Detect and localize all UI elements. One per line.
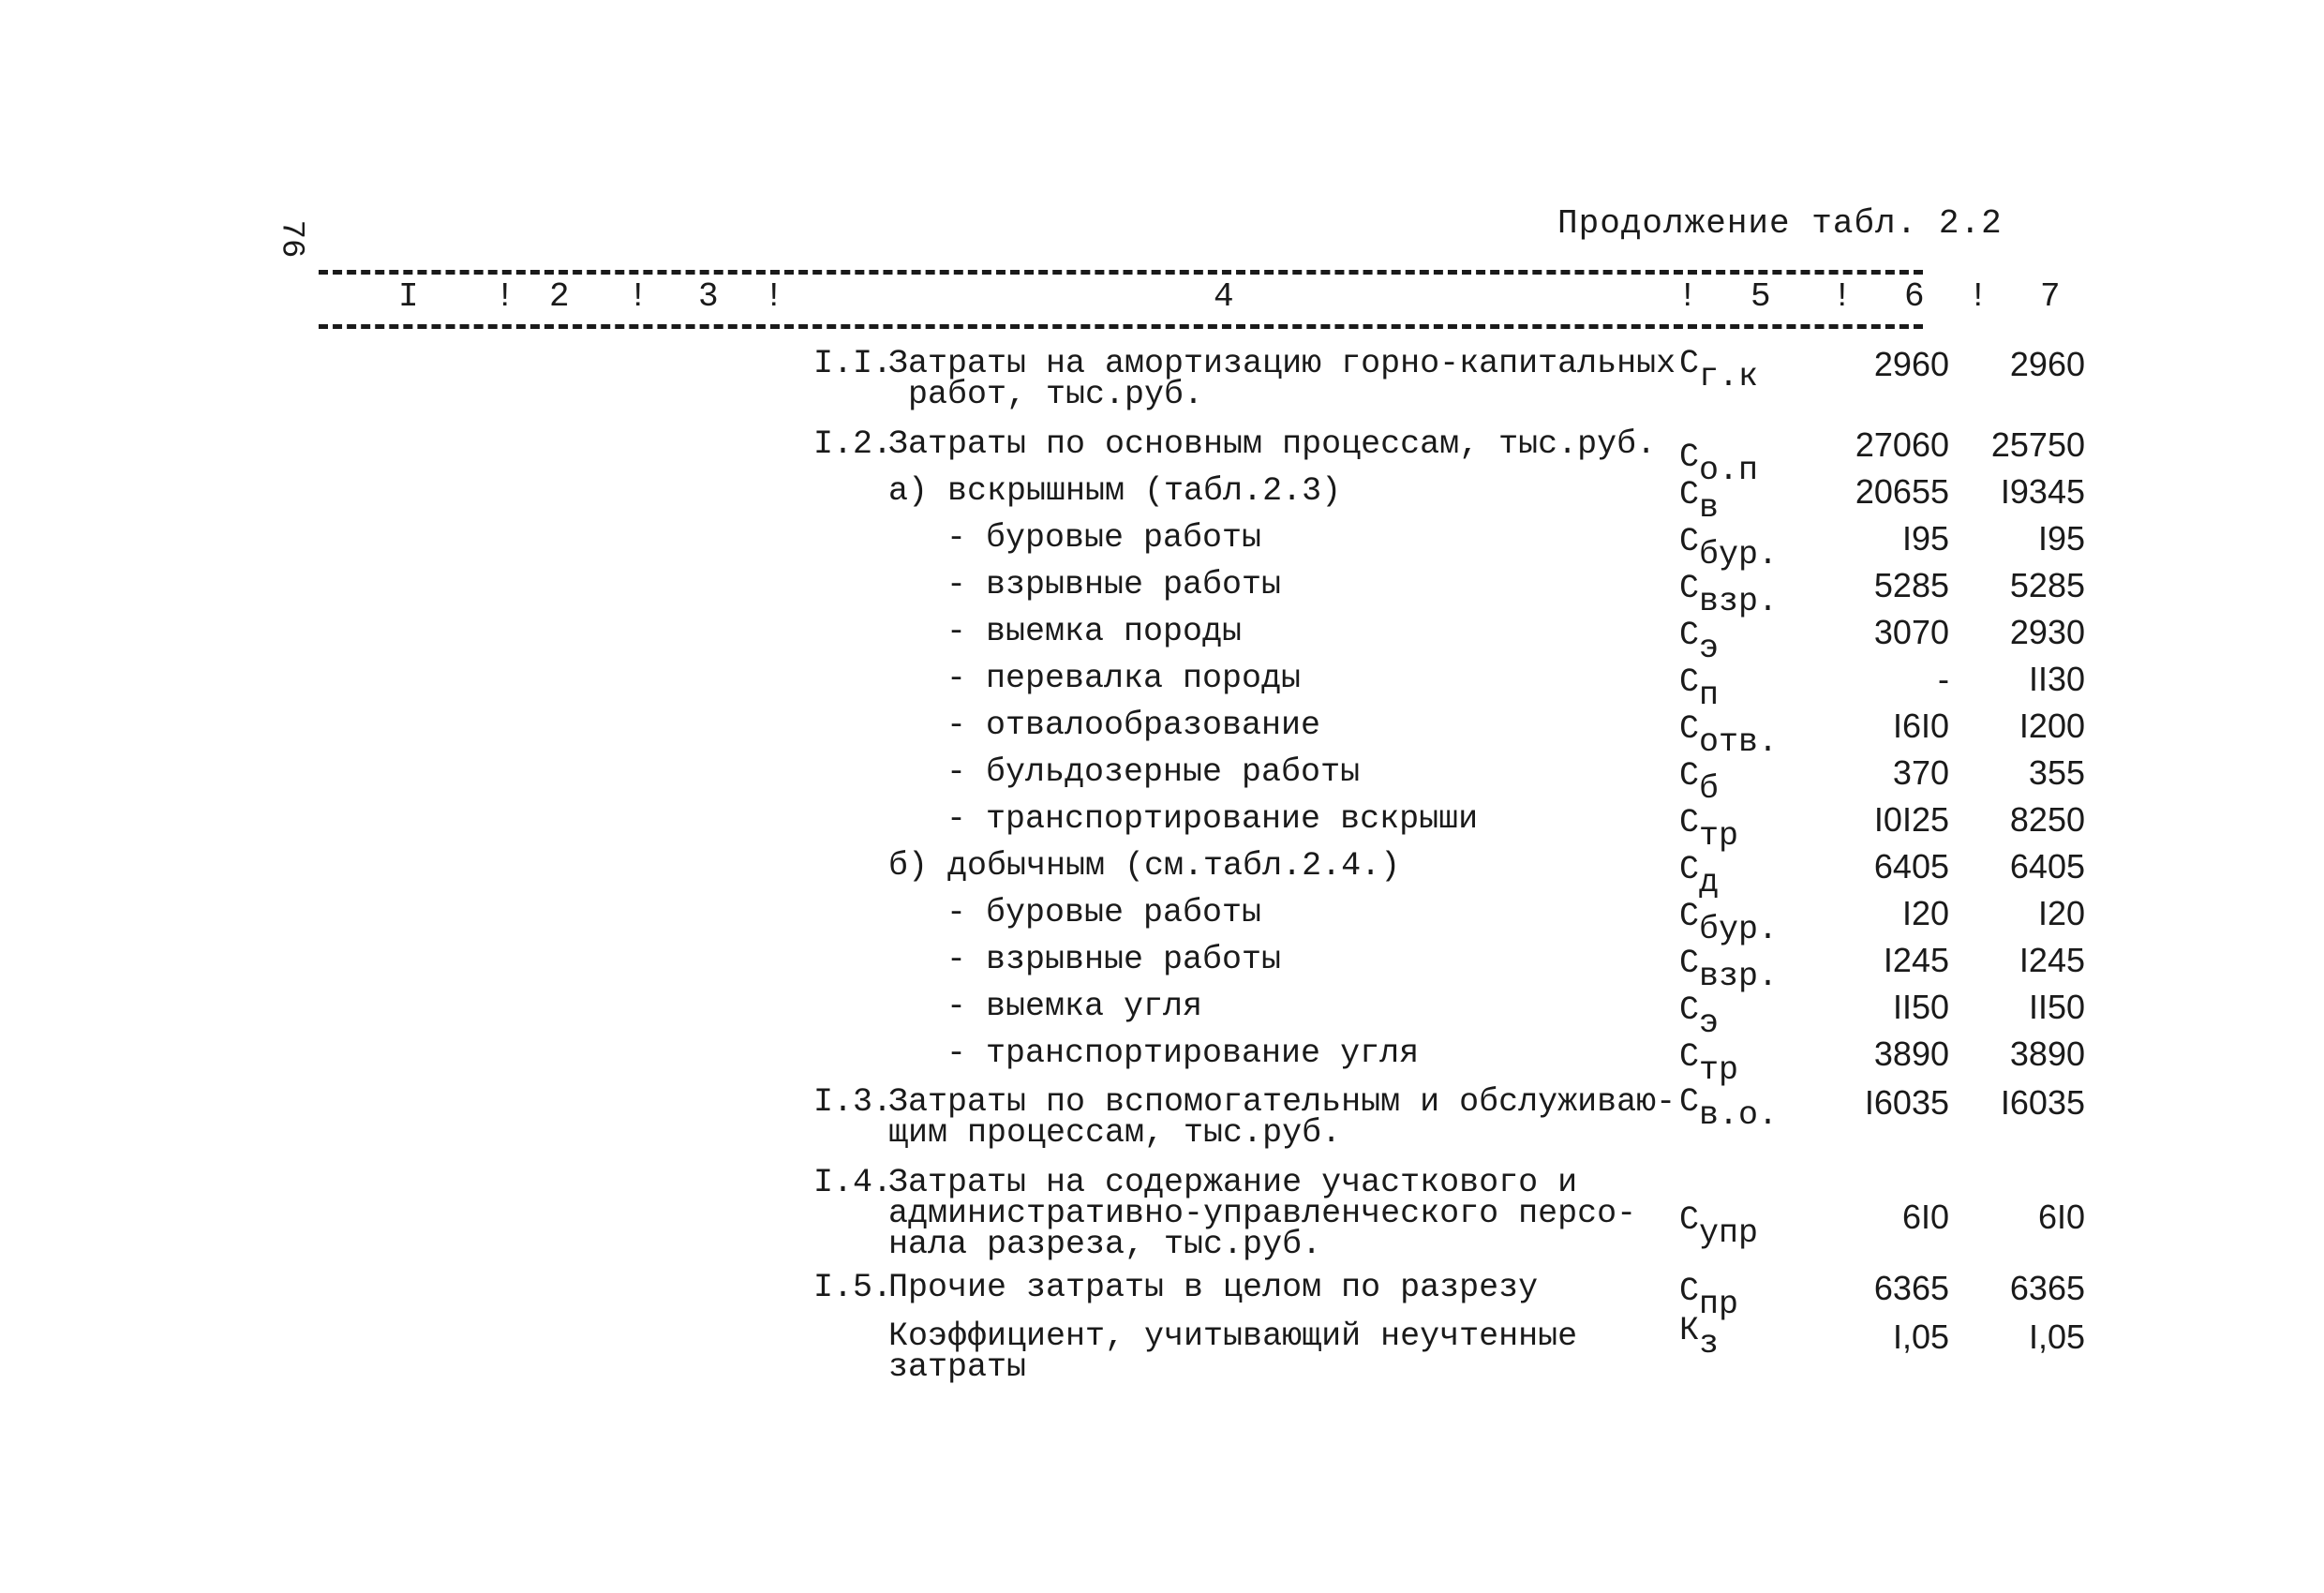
value-col-6: - [1938, 660, 1949, 698]
value-col-7: I,05 [2028, 1318, 2085, 1356]
value-col-7: 8250 [2009, 800, 2085, 839]
header-sep-1: ! [495, 277, 515, 316]
header-sep-6: ! [1968, 277, 1989, 316]
row-symbol [1679, 1083, 1779, 1134]
row-number: I.4. [813, 1164, 893, 1201]
symbol-subscript: э [1699, 630, 1720, 667]
row-description: - транспортирование вскрыши [946, 800, 1479, 838]
symbol-base: С [1679, 439, 1700, 476]
symbol-subscript: бур. [1699, 536, 1779, 573]
header-sep-5: ! [1832, 277, 1853, 316]
row-symbol [1679, 710, 1779, 761]
row-description: - отвалообразование [946, 707, 1321, 744]
value-col-6: 6I0 [1901, 1198, 1949, 1236]
value-col-7: II50 [2028, 988, 2085, 1026]
header-col-5: 5 [1750, 277, 1771, 316]
symbol-base: С [1679, 757, 1700, 795]
symbol-subscript: взр. [1699, 958, 1779, 995]
symbol-subscript: взр. [1699, 583, 1779, 620]
row-symbol [1679, 1201, 1759, 1252]
symbol-subscript: упр [1699, 1214, 1759, 1252]
symbol-base: С [1679, 617, 1700, 654]
symbol-subscript: отв. [1699, 723, 1779, 761]
row-symbol [1679, 570, 1779, 620]
value-col-7: 25750 [1990, 425, 2085, 464]
symbol-base: С [1679, 1038, 1700, 1076]
value-col-7: I95 [2037, 519, 2085, 558]
row-description: - перевалка породы [946, 660, 1302, 697]
header-sep-2: ! [628, 277, 648, 316]
header-col-4: 4 [1214, 277, 1234, 316]
row-description: Затраты на амортизацию горно-капитальных работ, тыс.руб. [888, 345, 1676, 413]
value-col-6: I,05 [1892, 1318, 1949, 1356]
symbol-subscript: п [1699, 677, 1720, 714]
value-col-6: 3890 [1873, 1035, 1949, 1073]
value-col-6: I20 [1901, 894, 1949, 932]
row-description: Затраты по вспомогательным и обслуживаю- щим процессам, тыс.руб. [888, 1083, 1676, 1152]
header-col-1: I [398, 277, 419, 316]
header-col-6: 6 [1904, 277, 1925, 316]
table-header [319, 277, 2061, 326]
row-description: б) добычным (см.табл.2.4.) [888, 847, 1401, 885]
row-symbol [1679, 804, 1739, 855]
row-description: Коэффициент, учитывающий неучтенные затраты [888, 1318, 1578, 1386]
symbol-base: С [1679, 898, 1700, 935]
row-symbol [1679, 345, 1759, 395]
value-col-6: I6035 [1864, 1083, 1949, 1122]
symbol-subscript: бур. [1699, 911, 1779, 948]
row-description: Прочие затраты в целом по разрезу [888, 1269, 1539, 1306]
header-bottom-rule [319, 324, 1923, 329]
value-col-7: 355 [2028, 753, 2085, 792]
value-col-6: 5285 [1873, 566, 1949, 604]
row-symbol [1679, 663, 1720, 714]
symbol-base: С [1679, 1083, 1700, 1121]
header-col-3: 3 [698, 277, 719, 316]
value-col-7: 5285 [2009, 566, 2085, 604]
row-symbol [1679, 898, 1779, 948]
row-description: Затраты на содержание участкового и административно-управленческого персо- нала разреза, тыс.руб. [888, 1164, 1637, 1263]
row-description: - выемка угля [946, 988, 1203, 1025]
row-symbol [1679, 617, 1720, 667]
value-col-7: I9345 [2000, 472, 2085, 511]
page-number: 76 [273, 219, 309, 259]
value-col-7: 6405 [2009, 847, 2085, 886]
symbol-base: С [1679, 570, 1700, 607]
value-col-7: I200 [2019, 707, 2085, 745]
symbol-subscript: пр [1699, 1286, 1739, 1323]
row-description: - бульдозерные работы [946, 753, 1361, 791]
symbol-base: С [1679, 1273, 1700, 1310]
row-symbol [1679, 476, 1720, 527]
value-col-6: I0I25 [1873, 800, 1949, 839]
value-col-7: I245 [2019, 941, 2085, 979]
value-col-6: 27060 [1855, 425, 1949, 464]
value-col-7: 2960 [2009, 345, 2085, 383]
row-symbol [1679, 851, 1720, 901]
symbol-base: С [1679, 851, 1700, 888]
value-col-7: I6035 [2000, 1083, 2085, 1122]
symbol-subscript: з [1699, 1325, 1720, 1362]
symbol-base: С [1679, 476, 1700, 514]
symbol-base: С [1679, 345, 1700, 382]
symbol-base: С [1679, 523, 1700, 560]
value-col-7: II30 [2028, 660, 2085, 698]
value-col-7: 6365 [2009, 1269, 2085, 1307]
row-symbol [1679, 1312, 1720, 1362]
header-sep-4: ! [1677, 277, 1698, 316]
symbol-base: С [1679, 1201, 1700, 1239]
value-col-6: 6405 [1873, 847, 1949, 886]
symbol-subscript: в [1699, 489, 1720, 527]
row-description: - буровые работы [946, 894, 1262, 931]
symbol-base: С [1679, 945, 1700, 982]
symbol-subscript: тр [1699, 817, 1739, 855]
row-symbol [1679, 757, 1720, 808]
row-number: I.I. [813, 345, 893, 382]
header-col-7: 7 [2040, 277, 2061, 316]
symbol-subscript: д [1699, 864, 1720, 901]
row-number: I.5. [813, 1269, 893, 1306]
value-col-6: II50 [1892, 988, 1949, 1026]
row-description: - взрывные работы [946, 566, 1282, 603]
value-col-7: 2930 [2009, 613, 2085, 651]
row-description: - буровые работы [946, 519, 1262, 557]
symbol-subscript: б [1699, 770, 1720, 808]
value-col-6: I245 [1883, 941, 1949, 979]
symbol-subscript: о.п [1699, 452, 1759, 489]
symbol-base: С [1679, 710, 1700, 748]
row-description: - выемка породы [946, 613, 1243, 650]
symbol-base: К [1679, 1312, 1700, 1349]
row-description: - транспортирование угля [946, 1035, 1420, 1072]
value-col-6: 6365 [1873, 1269, 1949, 1307]
value-col-7: 3890 [2009, 1035, 2085, 1073]
symbol-subscript: тр [1699, 1051, 1739, 1089]
value-col-7: I20 [2037, 894, 2085, 932]
row-number: I.3. [813, 1083, 893, 1121]
symbol-base: С [1679, 663, 1700, 701]
symbol-subscript: г.к [1699, 358, 1759, 395]
row-description: Затраты по основным процессам, тыс.руб. [888, 425, 1657, 463]
symbol-subscript: в.о. [1699, 1096, 1779, 1134]
value-col-6: 370 [1892, 753, 1949, 792]
row-symbol [1679, 945, 1779, 995]
header-col-2: 2 [549, 277, 570, 316]
value-col-6: I6I0 [1892, 707, 1949, 745]
symbol-base: С [1679, 991, 1700, 1029]
row-number: I.2. [813, 425, 893, 463]
table-caption: Продолжение табл. 2.2 [1557, 204, 2003, 243]
row-description: - взрывные работы [946, 941, 1282, 978]
header-sep-3: ! [764, 277, 784, 316]
symbol-subscript: э [1699, 1005, 1720, 1042]
value-col-6: 2960 [1873, 345, 1949, 383]
row-description: а) вскрышным (табл.2.3) [888, 472, 1342, 510]
value-col-6: 3070 [1873, 613, 1949, 651]
row-symbol [1679, 523, 1779, 573]
value-col-6: 20655 [1855, 472, 1949, 511]
row-symbol [1679, 1038, 1739, 1089]
symbol-base: С [1679, 804, 1700, 841]
value-col-6: I95 [1901, 519, 1949, 558]
header-top-rule [319, 270, 1923, 275]
row-symbol [1679, 991, 1720, 1042]
value-col-7: 6I0 [2037, 1198, 2085, 1236]
